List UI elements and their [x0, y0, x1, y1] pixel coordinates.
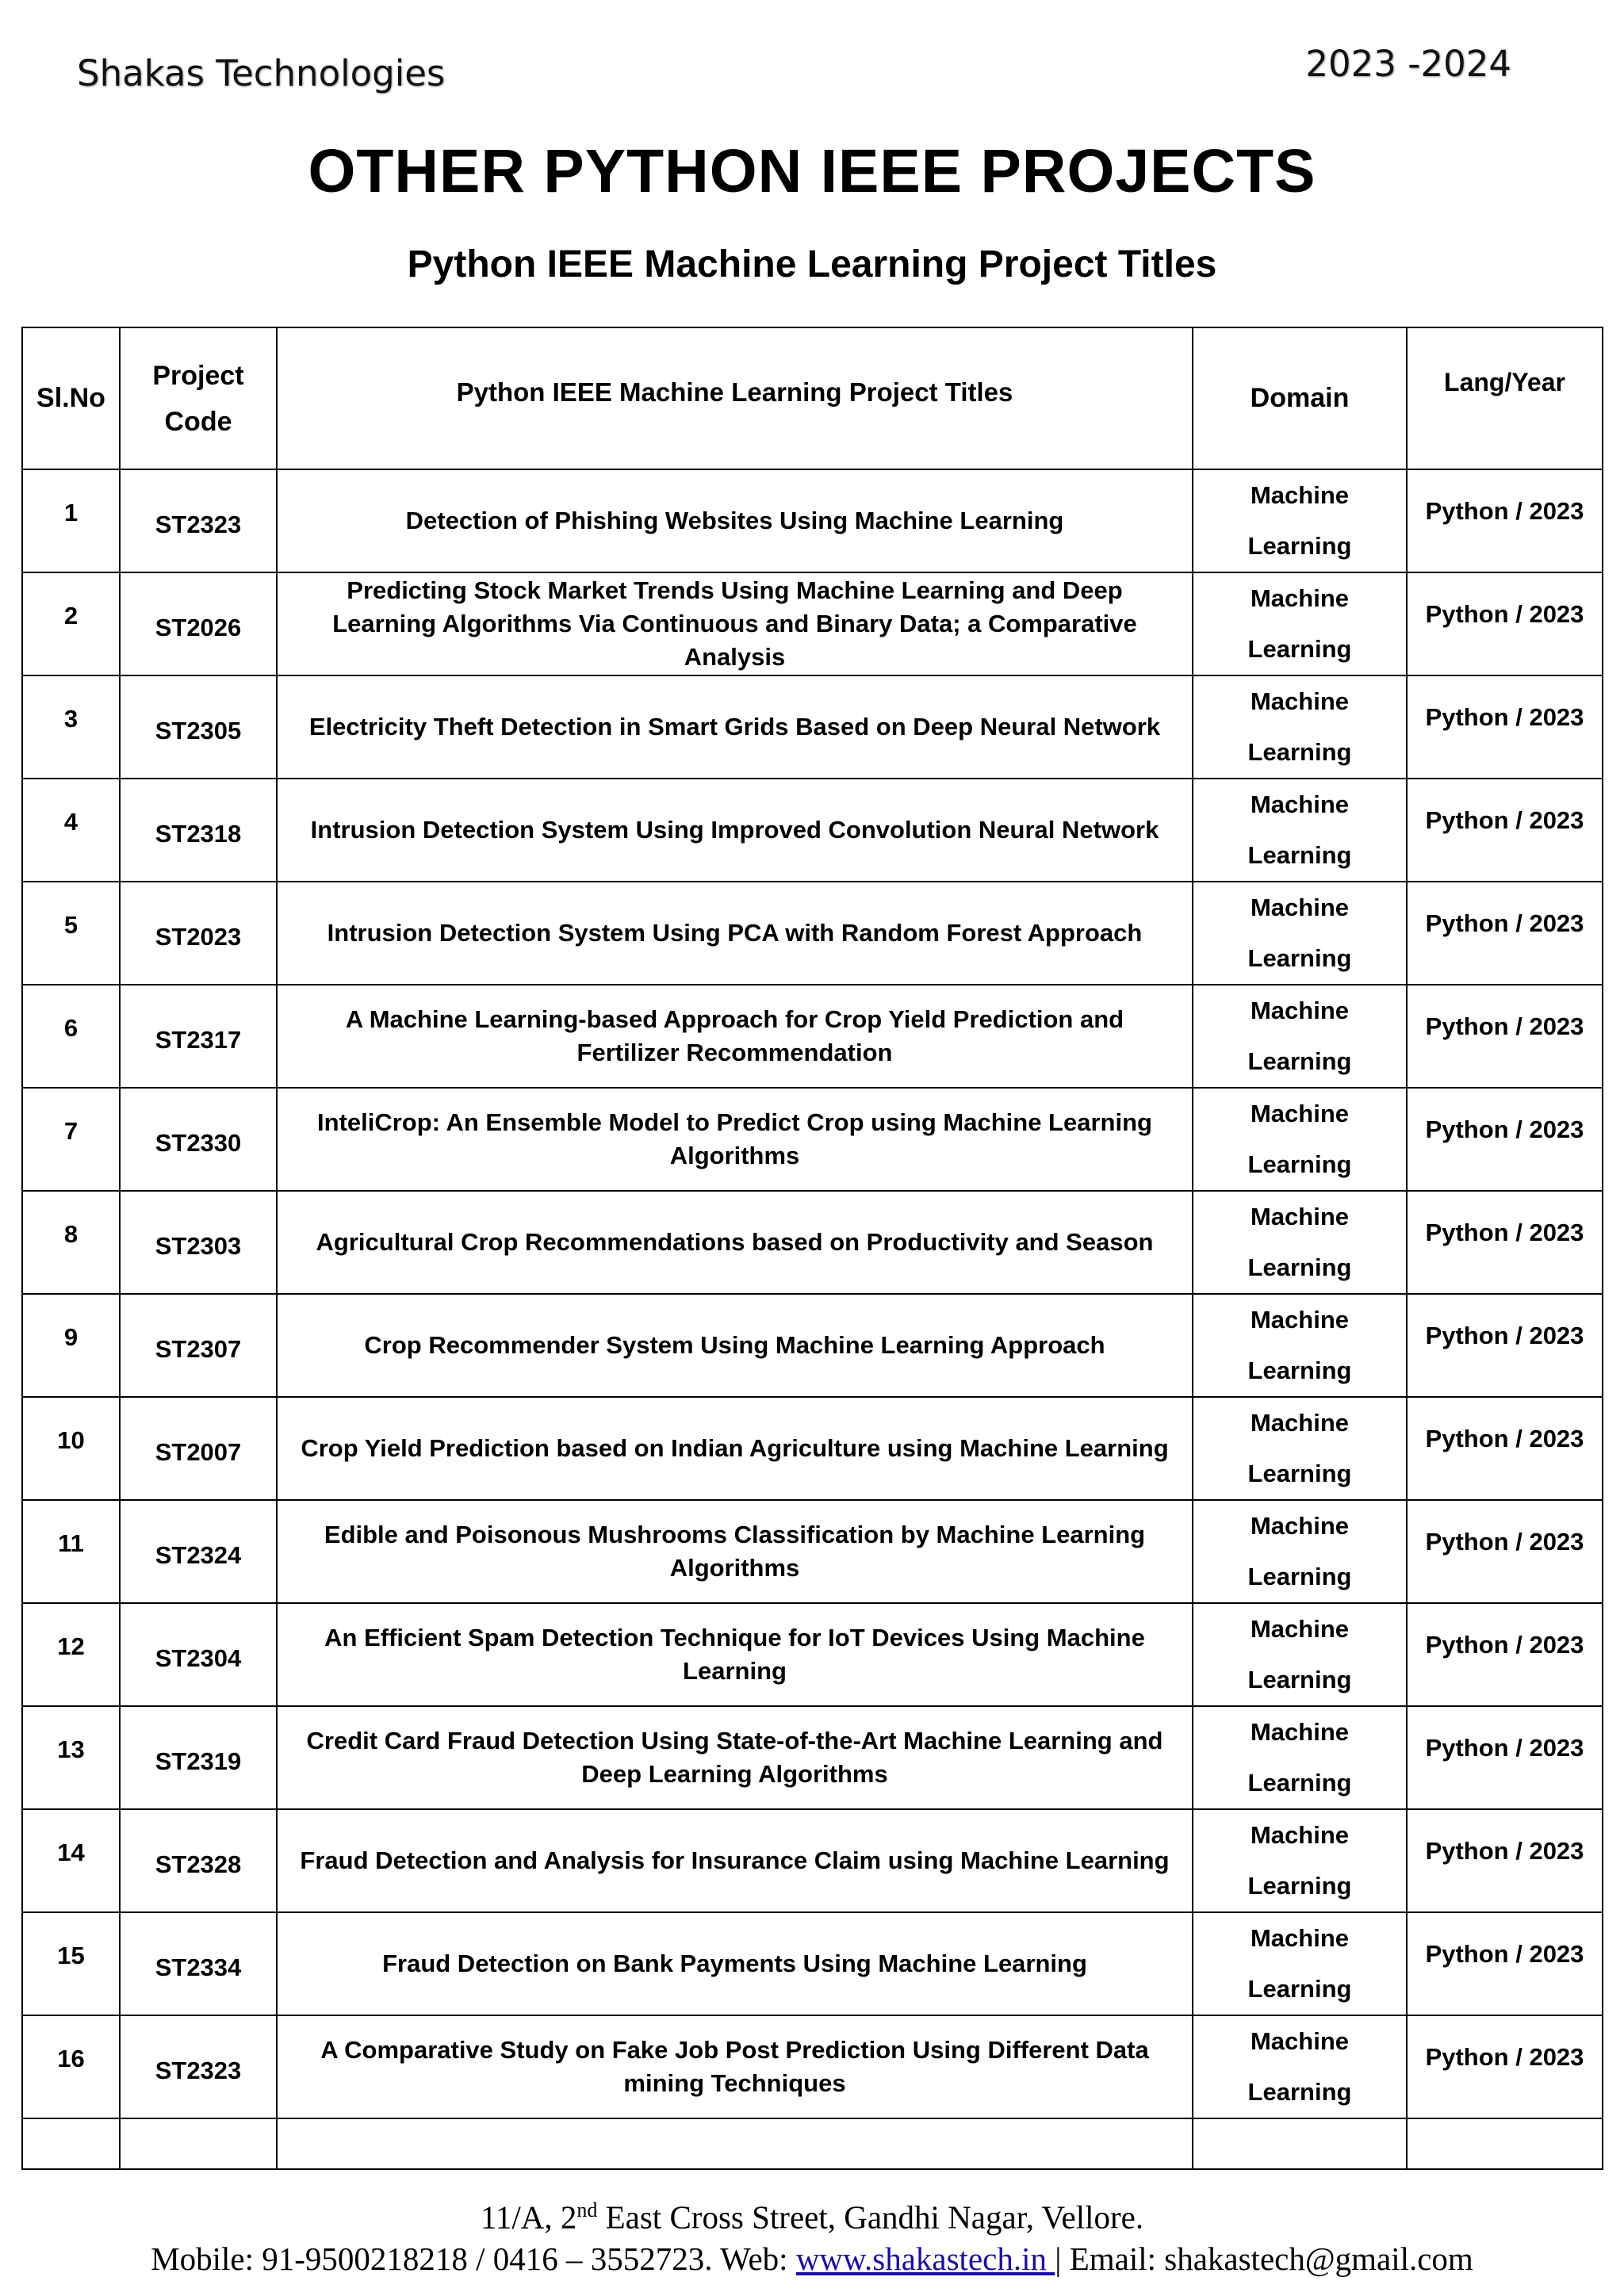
cell-project-code: ST2307 — [120, 1294, 277, 1397]
cell-sl-no: 6 — [22, 985, 120, 1088]
cell-lang-year: Python / 2023 — [1407, 469, 1603, 572]
cell-domain — [1193, 469, 1407, 572]
domain-line2: Learning — [1247, 738, 1352, 766]
cell-project-title: Crop Recommender System Using Machine Learning Approach — [277, 1294, 1193, 1397]
table-row — [22, 1809, 1603, 1912]
cell-sl-no: 3 — [22, 675, 120, 779]
domain-line2: Learning — [1247, 1872, 1352, 1900]
table-row — [22, 1500, 1603, 1603]
cell-domain — [1193, 779, 1407, 882]
cell-domain — [1193, 1809, 1407, 1912]
contact-text: Mobile: 91-9500218218 / 0416 – 3552723. Web: — [151, 2240, 796, 2277]
domain-line2: Learning — [1247, 635, 1352, 663]
cell-project-code: ST2304 — [120, 1603, 277, 1706]
projects-table — [21, 327, 1603, 2170]
email-text: | Email: shakastech@gmail.com — [1055, 2240, 1473, 2277]
domain-line1: Machine — [1250, 894, 1350, 921]
cell-lang-year: Python / 2023 — [1407, 1500, 1603, 1603]
table-row — [22, 985, 1603, 1088]
table-row — [22, 469, 1603, 572]
domain-line2: Learning — [1247, 1460, 1352, 1487]
table-row — [22, 1294, 1603, 1397]
cell-project-code: ST2318 — [120, 779, 277, 882]
column-header-domain: Domain — [1193, 327, 1407, 469]
table-row — [22, 1706, 1603, 1809]
cell-sl-no: 9 — [22, 1294, 120, 1397]
footer — [0, 2190, 1624, 2279]
cell-project-code: ST2334 — [120, 1912, 277, 2015]
empty-cell — [1407, 2118, 1603, 2169]
footer-contact — [0, 2238, 1624, 2279]
cell-sl-no: 7 — [22, 1088, 120, 1191]
table-row — [22, 779, 1603, 882]
footer-address — [0, 2190, 1624, 2238]
domain-line1: Machine — [1250, 687, 1350, 715]
cell-lang-year: Python / 2023 — [1407, 1809, 1603, 1912]
cell-lang-year: Python / 2023 — [1407, 1397, 1603, 1500]
cell-lang-year: Python / 2023 — [1407, 1191, 1603, 1294]
cell-project-title: InteliCrop: An Ensemble Model to Predict Crop using Machine Learning Algorithms — [277, 1088, 1193, 1191]
cell-lang-year: Python / 2023 — [1407, 882, 1603, 985]
cell-lang-year: Python / 2023 — [1407, 2015, 1603, 2118]
domain-line1: Machine — [1250, 790, 1350, 818]
cell-project-code: ST2324 — [120, 1500, 277, 1603]
cell-project-title: Fraud Detection on Bank Payments Using Machine Learning — [277, 1912, 1193, 2015]
cell-lang-year: Python / 2023 — [1407, 572, 1603, 675]
cell-domain — [1193, 1912, 1407, 2015]
domain-line2: Learning — [1247, 1357, 1352, 1384]
website-link[interactable]: www.shakastech.in — [795, 2240, 1055, 2277]
empty-cell — [1193, 2118, 1407, 2169]
domain-line1: Machine — [1250, 1203, 1350, 1230]
domain-line2: Learning — [1247, 1563, 1352, 1590]
cell-lang-year: Python / 2023 — [1407, 1912, 1603, 2015]
domain-line1: Machine — [1250, 1718, 1350, 1746]
domain-line1: Machine — [1250, 481, 1350, 509]
cell-project-code: ST2323 — [120, 2015, 277, 2118]
cell-sl-no: 15 — [22, 1912, 120, 2015]
table-row — [22, 675, 1603, 779]
cell-project-title: An Efficient Spam Detection Technique for IoT Devices Using Machine Learning — [277, 1603, 1193, 1706]
cell-sl-no: 16 — [22, 2015, 120, 2118]
domain-line1: Machine — [1250, 1100, 1350, 1127]
domain-line1: Machine — [1250, 1512, 1350, 1540]
empty-cell — [277, 2118, 1193, 2169]
cell-domain — [1193, 1706, 1407, 1809]
cell-project-code: ST2323 — [120, 469, 277, 572]
academic-year: 2023 -2024 — [1305, 43, 1511, 85]
address-text-rest: East Cross Street, Gandhi Nagar, Vellore. — [597, 2198, 1144, 2236]
cell-domain — [1193, 675, 1407, 779]
cell-sl-no: 11 — [22, 1500, 120, 1603]
cell-project-title: Electricity Theft Detection in Smart Grids Based on Deep Neural Network — [277, 675, 1193, 779]
domain-line2: Learning — [1247, 1253, 1352, 1281]
cell-domain — [1193, 1500, 1407, 1603]
table-body — [22, 469, 1603, 2169]
cell-project-code: ST2305 — [120, 675, 277, 779]
table-row — [22, 1088, 1603, 1191]
cell-domain — [1193, 1088, 1407, 1191]
domain-line2: Learning — [1247, 1769, 1352, 1797]
column-header-title: Python IEEE Machine Learning Project Titles — [277, 327, 1193, 469]
address-text: 11/A, 2 — [480, 2198, 577, 2236]
cell-project-code: ST2023 — [120, 882, 277, 985]
domain-line2: Learning — [1247, 841, 1352, 869]
domain-line2: Learning — [1247, 1666, 1352, 1693]
cell-project-title: A Comparative Study on Fake Job Post Prediction Using Different Data mining Techniques — [277, 2015, 1193, 2118]
domain-line1: Machine — [1250, 2027, 1350, 2055]
table-row — [22, 1912, 1603, 2015]
table-row — [22, 882, 1603, 985]
cell-project-code: ST2330 — [120, 1088, 277, 1191]
cell-lang-year: Python / 2023 — [1407, 779, 1603, 882]
cell-sl-no: 5 — [22, 882, 120, 985]
cell-project-code: ST2317 — [120, 985, 277, 1088]
cell-project-code: ST2303 — [120, 1191, 277, 1294]
table-row — [22, 1603, 1603, 1706]
cell-project-title: Predicting Stock Market Trends Using Machine Learning and Deep Learning Algorithms Via Continuous and Binary Data; a Comparative Analysis — [277, 572, 1193, 675]
cell-lang-year: Python / 2023 — [1407, 985, 1603, 1088]
cell-project-title: Fraud Detection and Analysis for Insurance Claim using Machine Learning — [277, 1809, 1193, 1912]
cell-sl-no: 13 — [22, 1706, 120, 1809]
address-superscript: nd — [576, 2198, 598, 2221]
cell-sl-no: 2 — [22, 572, 120, 675]
cell-sl-no: 12 — [22, 1603, 120, 1706]
cell-domain — [1193, 572, 1407, 675]
cell-project-code: ST2007 — [120, 1397, 277, 1500]
cell-domain — [1193, 985, 1407, 1088]
page-title: OTHER PYTHON IEEE PROJECTS — [308, 137, 1316, 205]
domain-line1: Machine — [1250, 584, 1350, 612]
domain-line2: Learning — [1247, 2078, 1352, 2106]
domain-line1: Machine — [1250, 1409, 1350, 1437]
cell-lang-year: Python / 2023 — [1407, 1088, 1603, 1191]
cell-project-code: ST2328 — [120, 1809, 277, 1912]
cell-lang-year: Python / 2023 — [1407, 675, 1603, 779]
domain-line1: Machine — [1250, 1306, 1350, 1334]
table-row — [22, 1397, 1603, 1500]
cell-project-title: Edible and Poisonous Mushrooms Classification by Machine Learning Algorithms — [277, 1500, 1193, 1603]
column-header-code-line2: Code — [164, 406, 232, 437]
cell-project-title: Credit Card Fraud Detection Using State-of-the-Art Machine Learning and Deep Learning Algorithms — [277, 1706, 1193, 1809]
cell-project-title: Intrusion Detection System Using Improved Convolution Neural Network — [277, 779, 1193, 882]
column-header-sl-no: Sl.No — [22, 327, 120, 469]
column-header-project-code — [120, 327, 277, 469]
empty-cell — [22, 2118, 120, 2169]
cell-domain — [1193, 2015, 1407, 2118]
cell-project-title: Intrusion Detection System Using PCA with Random Forest Approach — [277, 882, 1193, 985]
table-row — [22, 572, 1603, 675]
cell-sl-no: 1 — [22, 469, 120, 572]
domain-line2: Learning — [1247, 944, 1352, 972]
column-header-lang-year: Lang/Year — [1407, 327, 1603, 469]
domain-line1: Machine — [1250, 997, 1350, 1024]
table-row — [22, 2015, 1603, 2118]
cell-lang-year: Python / 2023 — [1407, 1294, 1603, 1397]
domain-line1: Machine — [1250, 1924, 1350, 1952]
company-name: Shakas Technologies — [77, 52, 446, 94]
domain-line2: Learning — [1247, 1975, 1352, 2003]
cell-domain — [1193, 882, 1407, 985]
cell-project-code: ST2319 — [120, 1706, 277, 1809]
table-row — [22, 1191, 1603, 1294]
cell-project-title: Crop Yield Prediction based on Indian Agriculture using Machine Learning — [277, 1397, 1193, 1500]
cell-project-title: A Machine Learning-based Approach for Crop Yield Prediction and Fertilizer Recommendation — [277, 985, 1193, 1088]
domain-line1: Machine — [1250, 1821, 1350, 1849]
domain-line1: Machine — [1250, 1615, 1350, 1643]
cell-domain — [1193, 1397, 1407, 1500]
table-header — [22, 327, 1603, 469]
cell-sl-no: 14 — [22, 1809, 120, 1912]
cell-lang-year: Python / 2023 — [1407, 1603, 1603, 1706]
cell-sl-no: 10 — [22, 1397, 120, 1500]
domain-line2: Learning — [1247, 532, 1352, 560]
cell-lang-year: Python / 2023 — [1407, 1706, 1603, 1809]
cell-domain — [1193, 1603, 1407, 1706]
cell-sl-no: 8 — [22, 1191, 120, 1294]
cell-project-title: Detection of Phishing Websites Using Machine Learning — [277, 469, 1193, 572]
cell-domain — [1193, 1191, 1407, 1294]
page-subtitle: Python IEEE Machine Learning Project Titles — [407, 243, 1217, 285]
cell-domain — [1193, 1294, 1407, 1397]
column-header-code-line1: Project — [152, 360, 244, 391]
cell-project-code: ST2026 — [120, 572, 277, 675]
empty-cell — [120, 2118, 277, 2169]
cell-sl-no: 4 — [22, 779, 120, 882]
cell-project-title: Agricultural Crop Recommendations based on Productivity and Season — [277, 1191, 1193, 1294]
empty-row — [22, 2118, 1603, 2169]
domain-line2: Learning — [1247, 1150, 1352, 1178]
domain-line2: Learning — [1247, 1047, 1352, 1075]
